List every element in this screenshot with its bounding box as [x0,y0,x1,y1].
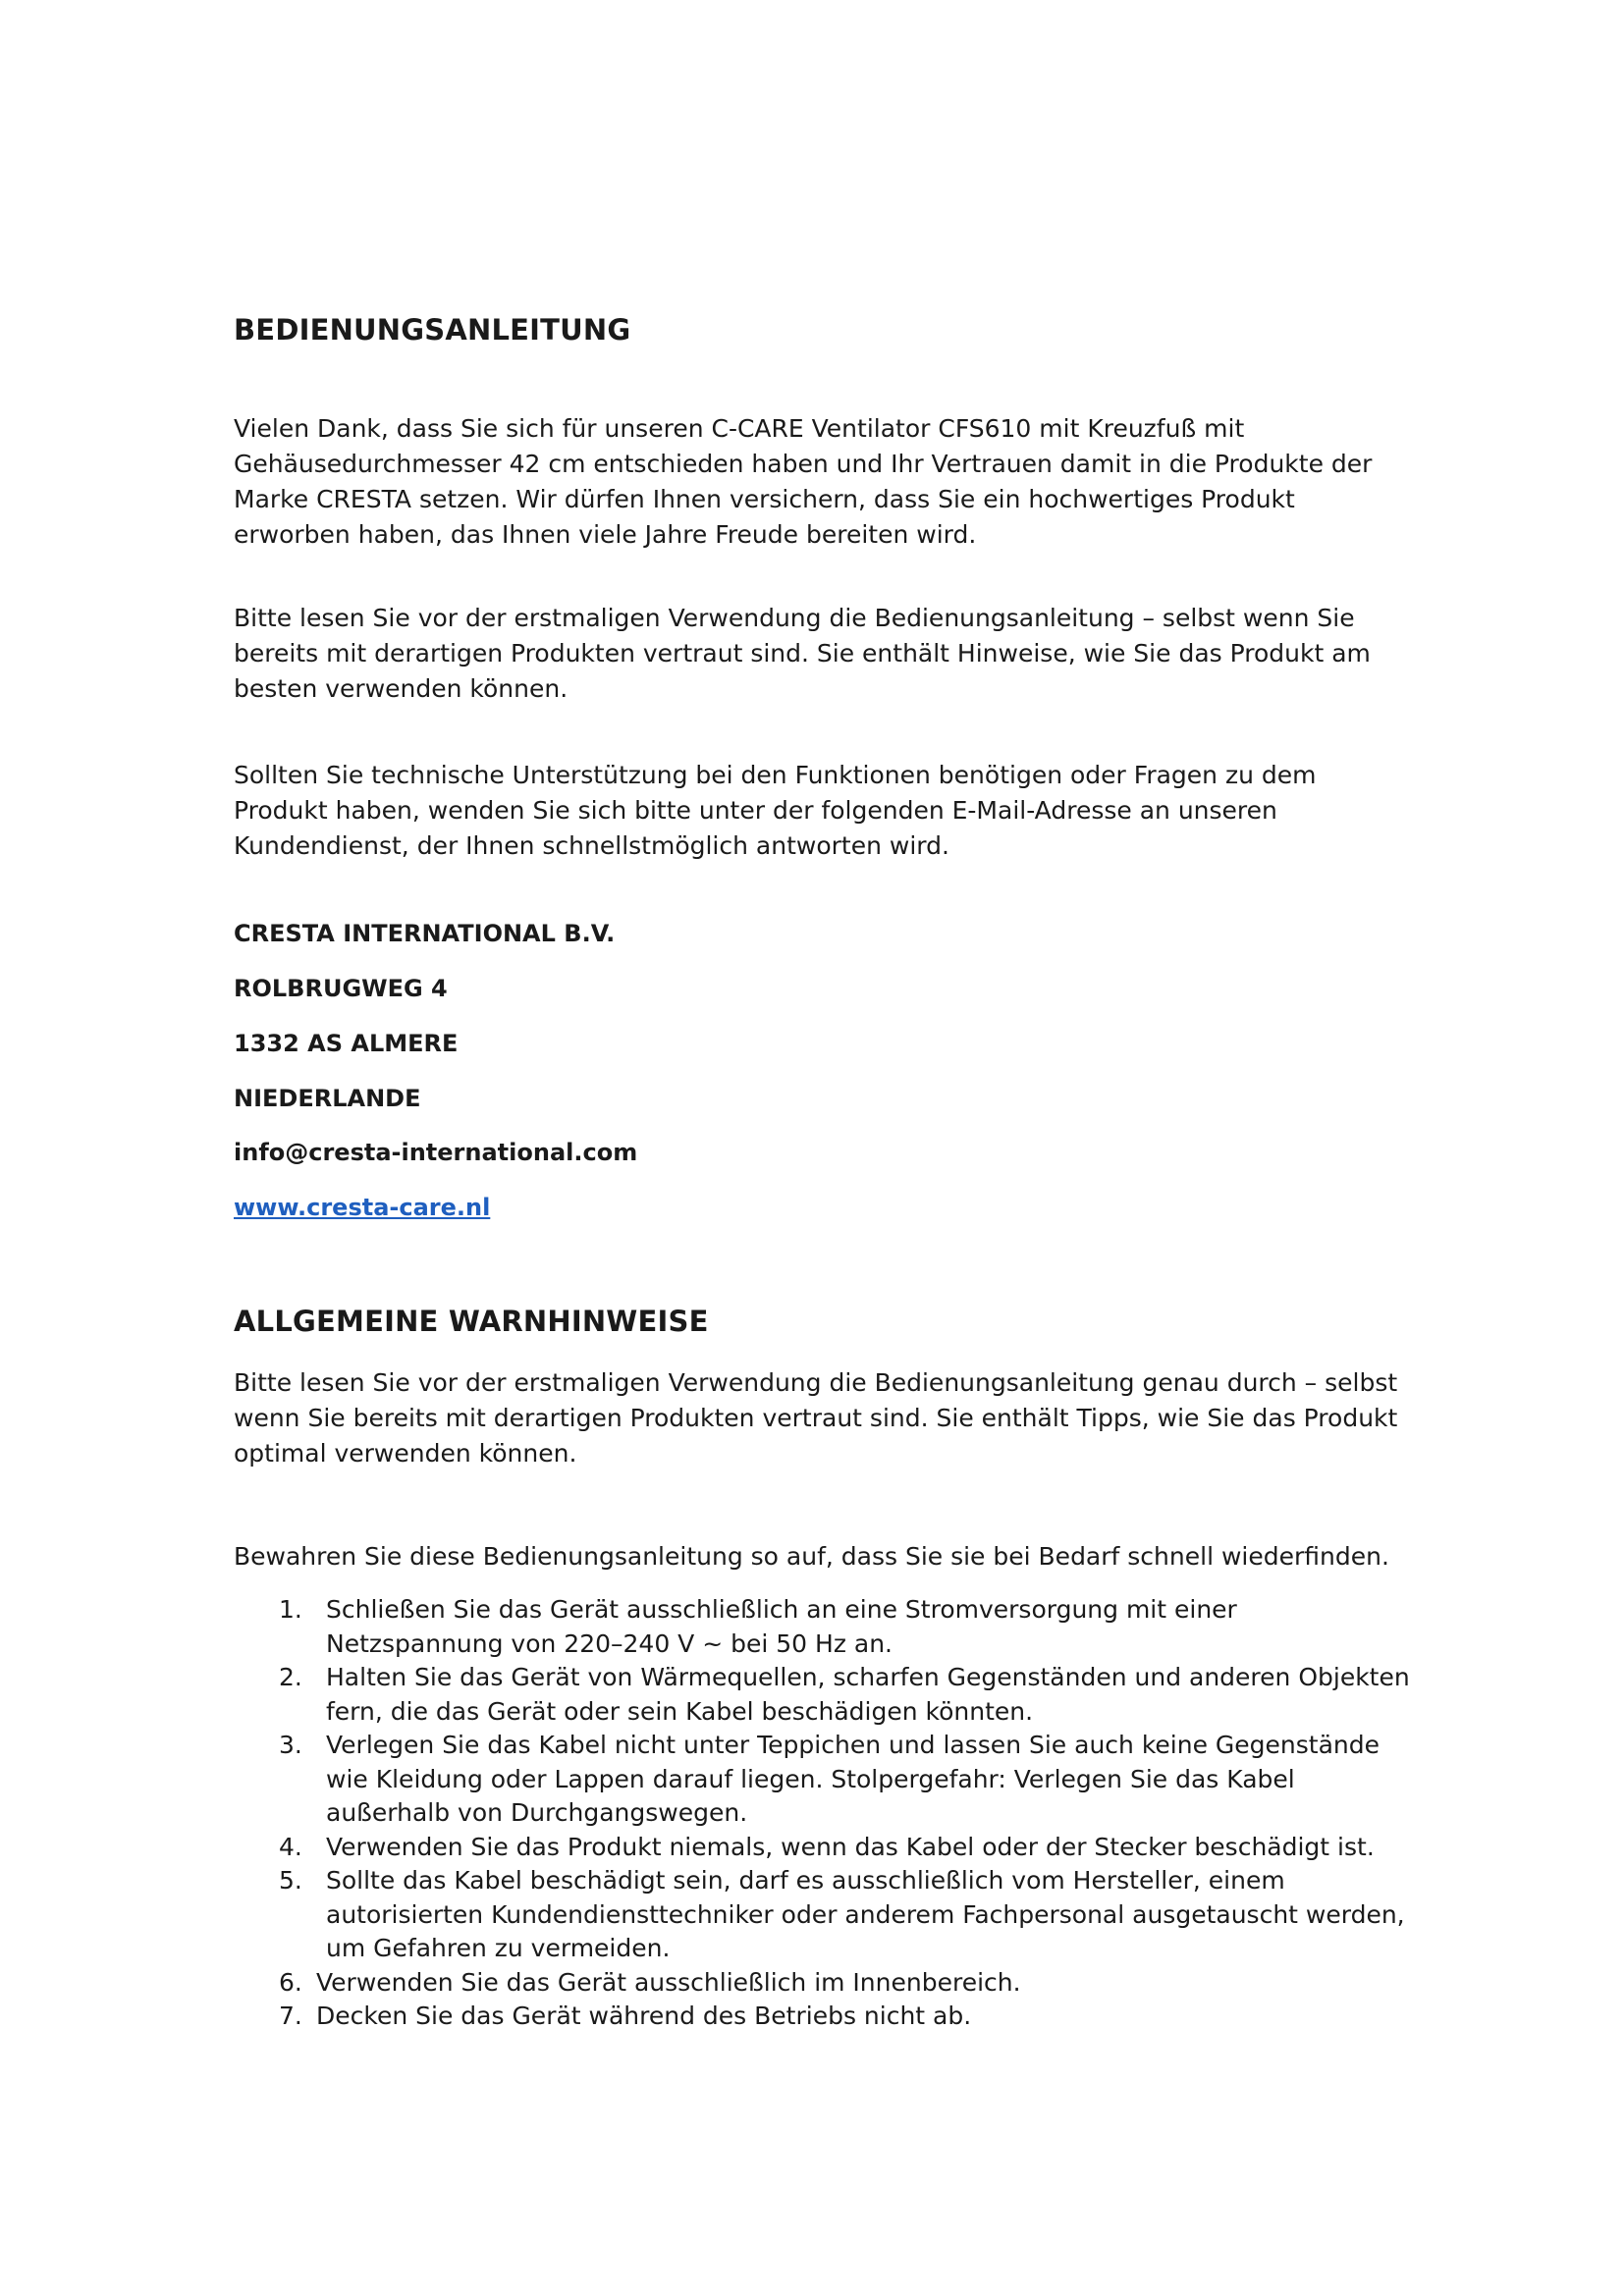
list-item: Decken Sie das Gerät während des Betriebs nicht ab. [316,2002,972,2030]
list-number: 7. [279,2002,302,2030]
list-item: Sollte das Kabel beschädigt sein, darf es ausschließlich vom Hersteller, einem autorisierten Kundendiensttechniker oder anderem Fachpersonal ausgetauscht werden, um Gefahren zu vermeiden. [326,1866,1405,1962]
intro-paragraph-read: Bitte lesen Sie vor der erstmaligen Verwendung die Bedienungsanleitung – selbst wenn Sie bereits mit derartigen Produkten vertraut sind. Sie enthält Hinweise, wie Sie das Produkt am besten verwenden können. [234,604,1371,703]
keep-manual-paragraph: Bewahren Sie diese Bedienungsanleitung so auf, dass Sie sie bei Bedarf schnell wiederfinden. [234,1542,1389,1571]
list-number: 1. [279,1595,302,1624]
address-city: 1332 AS ALMERE [234,1030,459,1057]
website-link[interactable]: www.cresta-care.nl [234,1194,491,1221]
address-country: NIEDERLANDE [234,1085,421,1112]
list-item: Verwenden Sie das Gerät ausschließlich im Innenbereich. [316,1968,1021,1997]
list-number: 4. [279,1833,302,1861]
intro-paragraph-support: Sollten Sie technische Unterstützung bei den Funktionen benötigen oder Fragen zu dem Produkt haben, wenden Sie sich bitte unter der folgenden E-Mail-Adresse an unseren Kundendienst, der Ihnen schnellstmöglich antworten wird. [234,761,1317,860]
list-number: 3. [279,1731,302,1759]
heading-warnhinweise: ALLGEMEINE WARNHINWEISE [234,1305,709,1338]
intro-paragraph-thanks: Vielen Dank, dass Sie sich für unseren C-CARE Ventilator CFS610 mit Kreuzfuß mit Gehäusedurchmesser 42 cm entschieden haben und Ihr Vertrauen damit in die Produkte der Marke CRESTA setzen. Wir dürfen Ihnen versichern, dass Sie ein hochwertiges Produkt erworben haben, das Ihnen viele Jahre Freude bereiten wird. [234,414,1373,549]
address-company: CRESTA INTERNATIONAL B.V. [234,920,616,947]
list-number: 5. [279,1866,302,1895]
heading-bedienungsanleitung: BEDIENUNGSANLEITUNG [234,313,631,347]
list-item: Verwenden Sie das Produkt niemals, wenn das Kabel oder der Stecker beschädigt ist. [326,1833,1375,1861]
contact-email: info@cresta-international.com [234,1139,638,1166]
list-item: Verlegen Sie das Kabel nicht unter Teppichen und lassen Sie auch keine Gegenstände wie Kleidung oder Lappen darauf liegen. Stolpergefahr: Verlegen Sie das Kabel außerhalb von Durchgangswegen. [326,1731,1380,1827]
list-number: 6. [279,1968,302,1997]
warn-intro-paragraph: Bitte lesen Sie vor der erstmaligen Verwendung die Bedienungsanleitung genau durch – selbst wenn Sie bereits mit derartigen Produkten vertraut sind. Sie enthält Tipps, wie Sie das Produkt optimal verwenden können. [234,1368,1398,1468]
list-number: 2. [279,1663,302,1691]
list-item: Schließen Sie das Gerät ausschließlich an eine Stromversorgung mit einer Netzspannung von 220–240 V ~ bei 50 Hz an. [326,1595,1237,1658]
address-street: ROLBRUGWEG 4 [234,975,448,1002]
list-item: Halten Sie das Gerät von Wärmequellen, scharfen Gegenständen und anderen Objekten fern, die das Gerät oder sein Kabel beschädigen könnten. [326,1663,1410,1726]
